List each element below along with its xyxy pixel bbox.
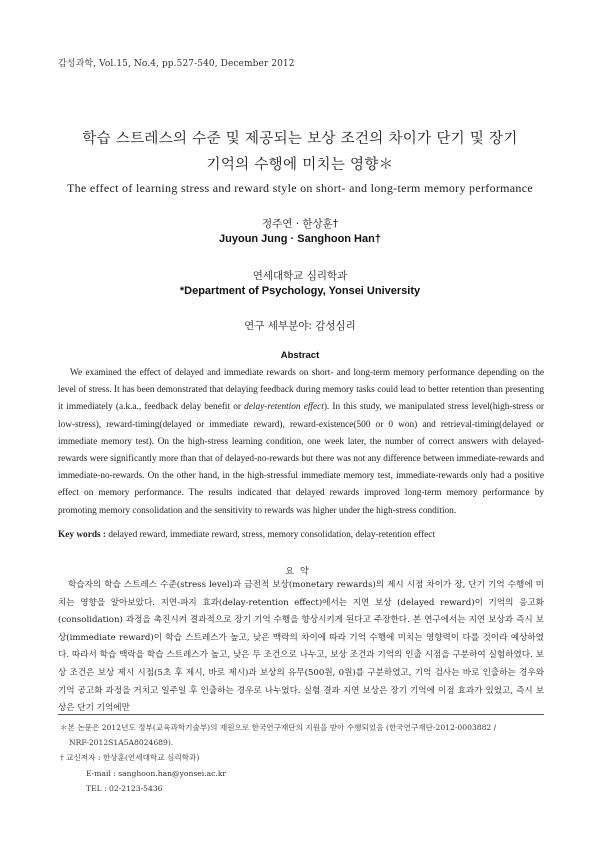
- research-field: 연구 세부분야: 감성심리: [244, 320, 356, 332]
- running-head: 감성과학, Vol.15, No.4, pp.527-540, December 2012: [58, 59, 295, 69]
- summary-body: [58, 577, 544, 718]
- footnote-telephone: TEL : 02-2123-5436: [86, 783, 163, 793]
- abstract-emphasis: delay-retention effect: [244, 402, 324, 413]
- affiliation-english: *Department of Psychology, Yonsei University: [179, 285, 421, 297]
- abstract-text-part-1: We examined the effect of delayed and immediate rewards on short- and long-term memory performance depending on the level of stress. It has been demonstrated that delaying feedback during memory tasks could lead to better retention than presenting it immediately (a.k.a., feedback delay benefit or: [58, 368, 544, 413]
- keywords-label: Key words :: [58, 530, 107, 540]
- affiliation-korean: 연세대학교 심리학과: [252, 270, 348, 282]
- abstract-heading: Abstract: [280, 350, 320, 361]
- keywords-text: delayed reward, immediate reward, stress, memory consolidation, delay-retention effect: [106, 530, 435, 540]
- authors-korean: 정주연 · 한상훈†: [261, 218, 339, 230]
- keywords: [58, 528, 544, 542]
- title-korean-line-2: 기억의 수행에 미치는 영향＊: [206, 157, 394, 173]
- abstract-body: [58, 365, 544, 520]
- abstract-text-part-2: ). In this study, we manipulated stress level(high-stress or low-stress), reward-timing(delayed or immediate reward), reward-existence(500 or 0 won) and retrieval-timing(delayed or immediate memory test). On the high-stress learning condition, one week later, the number of correct answers with delayed-rewards were significantly more than that of delayed-no-rewards but there was not any difference between immediate-rewards and immediate-no-rewards. On the other hand, in the high-stressful immediate memory test, immediate-rewards only had a positive effect on memory performance. The results indicated that delayed rewards improved long-term memory performance by promoting memory consolidation and the sensitivity to rewards was higher under the high-stress condition.: [58, 402, 545, 516]
- title-korean-line-1: 학습 스트레스의 수준 및 제공되는 보상 조건의 차이가 단기 및 장기: [82, 131, 518, 147]
- footnote-funding-line-1: ＊본 논문은 2012년도 정부(교육과학기술부)의 재원으로 한국연구재단의 지원을 받아 수행되었음 (한국연구재단-2012-0003882 /: [60, 723, 497, 732]
- footnote-email: E-mail : sanghoon.han@yonsei.ac.kr: [86, 768, 227, 778]
- footnote-funding-line-2: NRF-2012S1A5A8024689).: [69, 738, 174, 748]
- footnote-corresponding-author: † 교신저자 : 한상훈(연세대학교 심리학과): [60, 753, 200, 763]
- footnotes: [60, 720, 544, 796]
- summary-heading: 요약: [285, 567, 315, 577]
- authors-english: Juyoun Jung · Sanghoon Han†: [219, 233, 381, 245]
- title-english: The effect of learning stress and reward style on short- and long-term memory performance: [67, 181, 533, 195]
- footnote-divider: [58, 714, 544, 715]
- summary-text: 학습자의 학습 스트레스 수준(stress level)과 금전적 보상(monetary rewards)의 제시 시점 차이가 장, 단기 기억 수행에 미치는 영향을 알아보았다. 지연-파지 효과(delay-retention effect)에서는 지연 보상 (delayed reward)이 기억의 응고화(consolidation) 과정을 촉진시켜 결과적으로 장기 기억 수행을 향상시키게 된다고 주장한다. 본 연구에서는 지연 보상과 즉시 보상(immediate reward)이 학습 스트레스가 높고, 낮은 맥락의 차이에 따라 기억 수행에 미치는 영향력이 다를 것이라 예상하였다. 따라서 학습 맥락을 학습 스트레스가 높고, 낮은 두 조건으로 나누고, 보상 조건과 기억의 인출 시점을 구분하여 실험하였다. 보상 조건은 보상 제시 시점(5초 후 제시, 바로 제시)과 보상의 유무(500원, 0원)를 구분하였고, 기억 검사는 바로 인출하는 경우와 기억 공고화 과정을 거치고 일주일 후 인출하는 경우로 나누었다. 실험 결과 지연 보상은 장기 기억에 이점 효과가 있었고, 즉시 보상은 단기 기억에만: [58, 580, 544, 714]
